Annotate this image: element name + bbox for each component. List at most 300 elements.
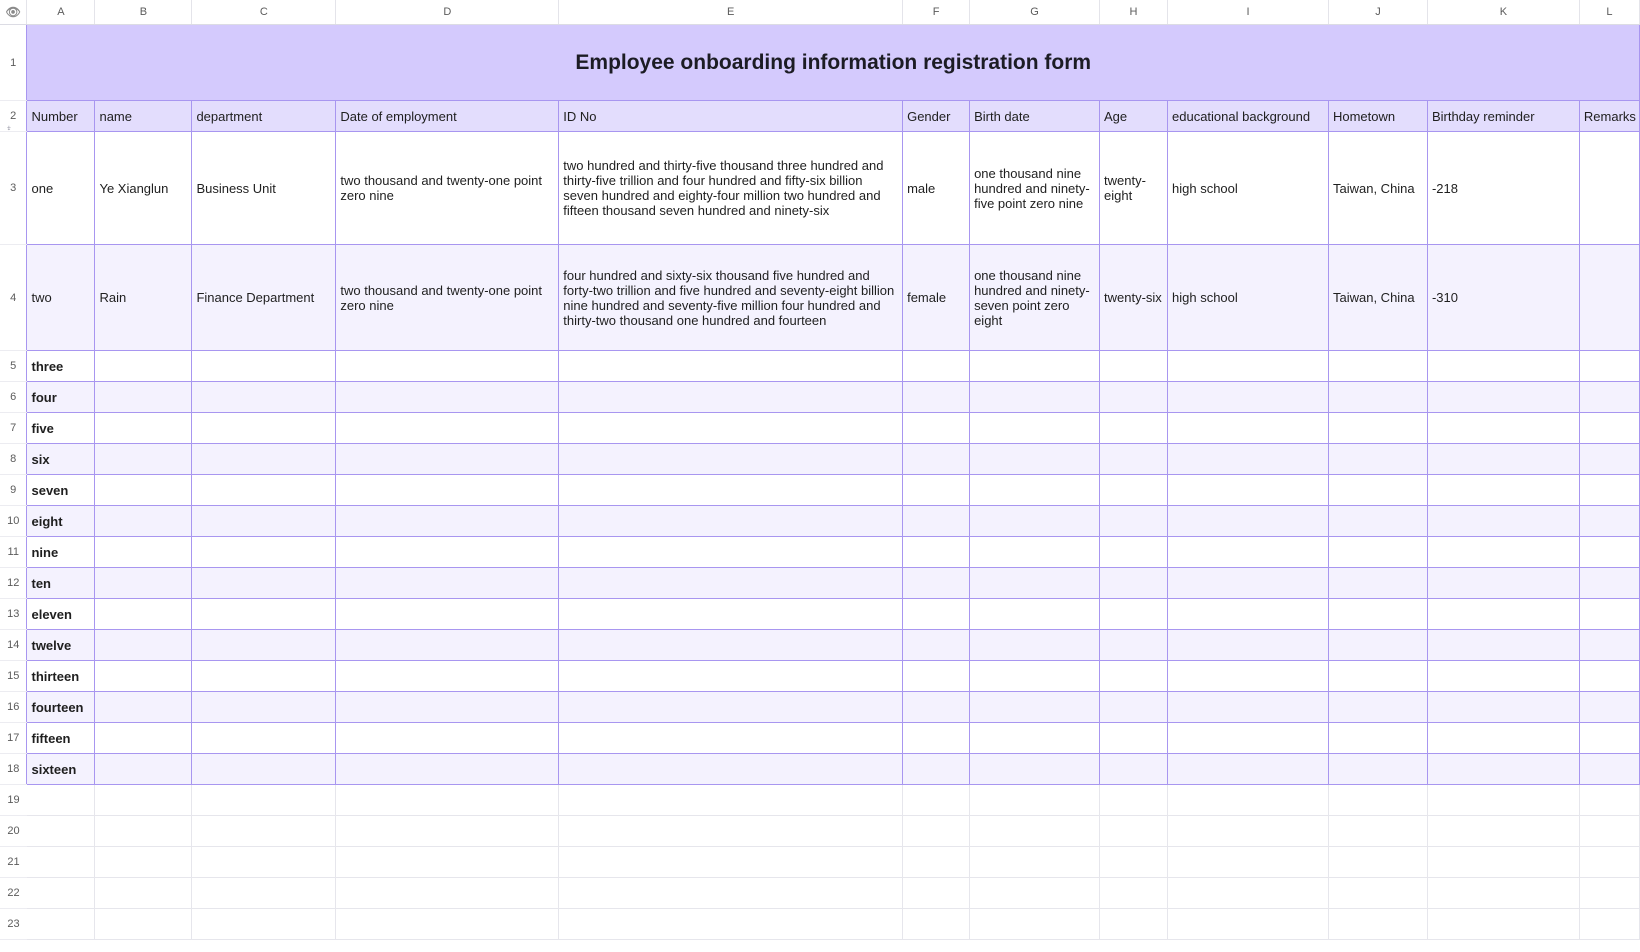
- cell-department[interactable]: [192, 506, 336, 537]
- cell-educational-background[interactable]: high school: [1168, 245, 1329, 351]
- header-name[interactable]: name: [95, 101, 192, 132]
- cell-birth-date[interactable]: one thousand nine hundred and ninety-five point zero nine: [970, 132, 1100, 245]
- cell-name[interactable]: [95, 599, 192, 630]
- cell-gender[interactable]: [903, 475, 970, 506]
- cell-date-of-employment[interactable]: [336, 382, 559, 413]
- cell-id-no[interactable]: [559, 444, 903, 475]
- empty-cell[interactable]: [336, 878, 559, 909]
- cell-birth-date[interactable]: [970, 382, 1100, 413]
- cell-remarks[interactable]: [1579, 382, 1639, 413]
- cell-birthday-reminder[interactable]: [1427, 351, 1579, 382]
- empty-cell[interactable]: [1427, 878, 1579, 909]
- cell-number[interactable]: six: [27, 444, 95, 475]
- cell-name[interactable]: [95, 568, 192, 599]
- cell-birthday-reminder[interactable]: [1427, 630, 1579, 661]
- cell-number[interactable]: eleven: [27, 599, 95, 630]
- row-header[interactable]: 13: [0, 599, 27, 630]
- header-gender[interactable]: Gender: [903, 101, 970, 132]
- empty-cell[interactable]: [192, 816, 336, 847]
- cell-birthday-reminder[interactable]: [1427, 413, 1579, 444]
- cell-hometown[interactable]: [1328, 537, 1427, 568]
- empty-cell[interactable]: [903, 785, 970, 816]
- cell-name[interactable]: [95, 351, 192, 382]
- empty-cell[interactable]: [336, 785, 559, 816]
- empty-cell[interactable]: [1168, 816, 1329, 847]
- cell-age[interactable]: [1100, 444, 1168, 475]
- header-date-of-employment[interactable]: Date of employment: [336, 101, 559, 132]
- cell-remarks[interactable]: [1579, 661, 1639, 692]
- row-header[interactable]: 10: [0, 506, 27, 537]
- cell-educational-background[interactable]: [1168, 568, 1329, 599]
- empty-cell[interactable]: [1328, 909, 1427, 940]
- column-header-k[interactable]: K: [1427, 0, 1579, 25]
- empty-cell[interactable]: [559, 909, 903, 940]
- column-header-f[interactable]: F: [903, 0, 970, 25]
- empty-cell[interactable]: [95, 878, 192, 909]
- cell-educational-background[interactable]: [1168, 351, 1329, 382]
- cell-age[interactable]: [1100, 692, 1168, 723]
- cell-age[interactable]: [1100, 723, 1168, 754]
- cell-date-of-employment[interactable]: [336, 630, 559, 661]
- row-header[interactable]: 8: [0, 444, 27, 475]
- cell-birth-date[interactable]: [970, 475, 1100, 506]
- cell-number[interactable]: five: [27, 413, 95, 444]
- cell-birth-date[interactable]: [970, 568, 1100, 599]
- cell-hometown[interactable]: [1328, 444, 1427, 475]
- empty-cell[interactable]: [1168, 878, 1329, 909]
- cell-name[interactable]: Rain: [95, 245, 192, 351]
- cell-hometown[interactable]: [1328, 506, 1427, 537]
- cell-remarks[interactable]: [1579, 537, 1639, 568]
- cell-gender[interactable]: [903, 506, 970, 537]
- header-birth-date[interactable]: Birth date: [970, 101, 1100, 132]
- form-title[interactable]: Employee onboarding information registration form: [27, 25, 1640, 101]
- cell-number[interactable]: two: [27, 245, 95, 351]
- cell-hometown[interactable]: [1328, 661, 1427, 692]
- cell-remarks[interactable]: [1579, 506, 1639, 537]
- cell-number[interactable]: fifteen: [27, 723, 95, 754]
- empty-cell[interactable]: [1168, 785, 1329, 816]
- cell-department[interactable]: [192, 568, 336, 599]
- empty-cell[interactable]: [27, 847, 95, 878]
- cell-remarks[interactable]: [1579, 444, 1639, 475]
- empty-cell[interactable]: [1579, 909, 1639, 940]
- empty-cell[interactable]: [1328, 847, 1427, 878]
- column-header-c[interactable]: C: [192, 0, 336, 25]
- header-age[interactable]: Age: [1100, 101, 1168, 132]
- cell-birthday-reminder[interactable]: [1427, 444, 1579, 475]
- empty-cell[interactable]: [1168, 847, 1329, 878]
- empty-cell[interactable]: [970, 909, 1100, 940]
- column-header-l[interactable]: L: [1579, 0, 1639, 25]
- cell-department[interactable]: [192, 351, 336, 382]
- cell-department[interactable]: Business Unit: [192, 132, 336, 245]
- empty-cell[interactable]: [1427, 816, 1579, 847]
- cell-date-of-employment[interactable]: two thousand and twenty-one point zero nine: [336, 132, 559, 245]
- cell-name[interactable]: [95, 537, 192, 568]
- cell-department[interactable]: [192, 630, 336, 661]
- empty-cell[interactable]: [1427, 785, 1579, 816]
- row-header[interactable]: 22: [0, 878, 27, 909]
- empty-cell[interactable]: [559, 847, 903, 878]
- cell-birthday-reminder[interactable]: [1427, 475, 1579, 506]
- cell-id-no[interactable]: [559, 754, 903, 785]
- cell-remarks[interactable]: [1579, 351, 1639, 382]
- empty-cell[interactable]: [1579, 785, 1639, 816]
- cell-date-of-employment[interactable]: [336, 723, 559, 754]
- cell-birth-date[interactable]: [970, 630, 1100, 661]
- cell-department[interactable]: Finance Department: [192, 245, 336, 351]
- cell-date-of-employment[interactable]: [336, 661, 559, 692]
- cell-remarks[interactable]: [1579, 599, 1639, 630]
- cell-remarks[interactable]: [1579, 568, 1639, 599]
- cell-hometown[interactable]: [1328, 723, 1427, 754]
- column-header-h[interactable]: H: [1100, 0, 1168, 25]
- cell-hometown[interactable]: [1328, 382, 1427, 413]
- cell-number[interactable]: seven: [27, 475, 95, 506]
- cell-birthday-reminder[interactable]: [1427, 661, 1579, 692]
- cell-department[interactable]: [192, 444, 336, 475]
- empty-cell[interactable]: [1100, 909, 1168, 940]
- cell-department[interactable]: [192, 599, 336, 630]
- row-header[interactable]: 12: [0, 568, 27, 599]
- empty-cell[interactable]: [559, 785, 903, 816]
- cell-educational-background[interactable]: [1168, 692, 1329, 723]
- empty-cell[interactable]: [903, 878, 970, 909]
- cell-birthday-reminder[interactable]: [1427, 537, 1579, 568]
- row-header[interactable]: 20: [0, 816, 27, 847]
- cell-age[interactable]: [1100, 599, 1168, 630]
- cell-hometown[interactable]: [1328, 475, 1427, 506]
- cell-date-of-employment[interactable]: [336, 692, 559, 723]
- cell-age[interactable]: [1100, 351, 1168, 382]
- cell-birthday-reminder[interactable]: [1427, 568, 1579, 599]
- row-header[interactable]: 11: [0, 537, 27, 568]
- cell-age[interactable]: [1100, 630, 1168, 661]
- empty-cell[interactable]: [95, 909, 192, 940]
- cell-id-no[interactable]: [559, 382, 903, 413]
- cell-birth-date[interactable]: [970, 661, 1100, 692]
- cell-gender[interactable]: [903, 692, 970, 723]
- cell-id-no[interactable]: two hundred and thirty-five thousand three hundred and thirty-five trillion and four hundred and fifty-six billion seven hundred and eighty-four million two hundred and fifteen thousand seven hundred and ninety-six: [559, 132, 903, 245]
- column-header-j[interactable]: J: [1328, 0, 1427, 25]
- cell-educational-background[interactable]: [1168, 537, 1329, 568]
- eye-icon[interactable]: 👁︎: [5, 5, 21, 19]
- empty-cell[interactable]: [903, 816, 970, 847]
- cell-department[interactable]: [192, 754, 336, 785]
- cell-remarks[interactable]: [1579, 630, 1639, 661]
- column-header-d[interactable]: D: [336, 0, 559, 25]
- cell-educational-background[interactable]: [1168, 630, 1329, 661]
- cell-date-of-employment[interactable]: [336, 351, 559, 382]
- empty-cell[interactable]: [1579, 816, 1639, 847]
- cell-gender[interactable]: [903, 723, 970, 754]
- empty-cell[interactable]: [192, 878, 336, 909]
- cell-age[interactable]: [1100, 382, 1168, 413]
- column-header-b[interactable]: B: [95, 0, 192, 25]
- row-header[interactable]: 17: [0, 723, 27, 754]
- empty-cell[interactable]: [95, 816, 192, 847]
- cell-age[interactable]: [1100, 506, 1168, 537]
- empty-cell[interactable]: [27, 816, 95, 847]
- cell-gender[interactable]: [903, 351, 970, 382]
- empty-cell[interactable]: [1579, 878, 1639, 909]
- empty-cell[interactable]: [970, 785, 1100, 816]
- row-header[interactable]: 23: [0, 909, 27, 940]
- cell-educational-background[interactable]: [1168, 661, 1329, 692]
- cell-birth-date[interactable]: one thousand nine hundred and ninety-seven point zero eight: [970, 245, 1100, 351]
- select-all-corner[interactable]: [0, 0, 27, 25]
- cell-birthday-reminder[interactable]: [1427, 599, 1579, 630]
- cell-age[interactable]: twenty-six: [1100, 245, 1168, 351]
- cell-educational-background[interactable]: [1168, 444, 1329, 475]
- header-birthday-reminder[interactable]: Birthday reminder: [1427, 101, 1579, 132]
- cell-number[interactable]: four: [27, 382, 95, 413]
- cell-educational-background[interactable]: [1168, 599, 1329, 630]
- cell-name[interactable]: [95, 506, 192, 537]
- cell-id-no[interactable]: [559, 506, 903, 537]
- freeze-split-icon[interactable]: ⍖: [6, 123, 12, 132]
- cell-date-of-employment[interactable]: [336, 444, 559, 475]
- header-educational-background[interactable]: educational background: [1168, 101, 1329, 132]
- cell-birth-date[interactable]: [970, 754, 1100, 785]
- empty-cell[interactable]: [1100, 878, 1168, 909]
- cell-name[interactable]: [95, 444, 192, 475]
- cell-birth-date[interactable]: [970, 599, 1100, 630]
- cell-age[interactable]: [1100, 413, 1168, 444]
- cell-department[interactable]: [192, 382, 336, 413]
- cell-date-of-employment[interactable]: [336, 413, 559, 444]
- column-header-i[interactable]: I: [1168, 0, 1329, 25]
- cell-remarks[interactable]: [1579, 245, 1639, 351]
- cell-number[interactable]: twelve: [27, 630, 95, 661]
- cell-number[interactable]: one: [27, 132, 95, 245]
- empty-cell[interactable]: [192, 909, 336, 940]
- header-remarks[interactable]: Remarks: [1579, 101, 1639, 132]
- cell-birthday-reminder[interactable]: [1427, 382, 1579, 413]
- row-header[interactable]: 1: [0, 25, 27, 101]
- column-header-e[interactable]: E: [559, 0, 903, 25]
- empty-cell[interactable]: [1328, 816, 1427, 847]
- cell-name[interactable]: [95, 630, 192, 661]
- cell-remarks[interactable]: [1579, 754, 1639, 785]
- cell-age[interactable]: [1100, 661, 1168, 692]
- empty-cell[interactable]: [559, 816, 903, 847]
- cell-department[interactable]: [192, 692, 336, 723]
- cell-gender[interactable]: [903, 537, 970, 568]
- row-header[interactable]: 16: [0, 692, 27, 723]
- row-header[interactable]: 18: [0, 754, 27, 785]
- row-header[interactable]: 4: [0, 245, 27, 351]
- cell-birth-date[interactable]: [970, 692, 1100, 723]
- cell-date-of-employment[interactable]: [336, 568, 559, 599]
- cell-birth-date[interactable]: [970, 413, 1100, 444]
- cell-gender[interactable]: [903, 754, 970, 785]
- cell-hometown[interactable]: [1328, 351, 1427, 382]
- cell-hometown[interactable]: [1328, 568, 1427, 599]
- cell-number[interactable]: ten: [27, 568, 95, 599]
- cell-gender[interactable]: [903, 599, 970, 630]
- cell-birthday-reminder[interactable]: -218: [1427, 132, 1579, 245]
- cell-hometown[interactable]: Taiwan, China: [1328, 132, 1427, 245]
- cell-educational-background[interactable]: [1168, 754, 1329, 785]
- cell-gender[interactable]: [903, 630, 970, 661]
- cell-birthday-reminder[interactable]: [1427, 506, 1579, 537]
- cell-id-no[interactable]: [559, 692, 903, 723]
- cell-age[interactable]: [1100, 754, 1168, 785]
- cell-hometown[interactable]: [1328, 630, 1427, 661]
- cell-date-of-employment[interactable]: two thousand and twenty-one point zero nine: [336, 245, 559, 351]
- cell-number[interactable]: three: [27, 351, 95, 382]
- cell-id-no[interactable]: [559, 723, 903, 754]
- cell-name[interactable]: Ye Xianglun: [95, 132, 192, 245]
- cell-id-no[interactable]: [559, 661, 903, 692]
- cell-hometown[interactable]: [1328, 692, 1427, 723]
- empty-cell[interactable]: [27, 785, 95, 816]
- cell-birth-date[interactable]: [970, 723, 1100, 754]
- empty-cell[interactable]: [903, 847, 970, 878]
- cell-gender[interactable]: [903, 661, 970, 692]
- cell-age[interactable]: twenty-eight: [1100, 132, 1168, 245]
- cell-name[interactable]: [95, 475, 192, 506]
- empty-cell[interactable]: [95, 785, 192, 816]
- cell-educational-background[interactable]: [1168, 723, 1329, 754]
- cell-id-no[interactable]: [559, 568, 903, 599]
- cell-gender[interactable]: [903, 568, 970, 599]
- empty-cell[interactable]: [559, 878, 903, 909]
- cell-gender[interactable]: [903, 413, 970, 444]
- row-header[interactable]: 15: [0, 661, 27, 692]
- cell-educational-background[interactable]: [1168, 506, 1329, 537]
- cell-birth-date[interactable]: [970, 506, 1100, 537]
- header-hometown[interactable]: Hometown: [1328, 101, 1427, 132]
- cell-number[interactable]: thirteen: [27, 661, 95, 692]
- cell-id-no[interactable]: [559, 537, 903, 568]
- cell-id-no[interactable]: [559, 413, 903, 444]
- empty-cell[interactable]: [1100, 816, 1168, 847]
- empty-cell[interactable]: [970, 878, 1100, 909]
- empty-cell[interactable]: [1427, 847, 1579, 878]
- cell-name[interactable]: [95, 382, 192, 413]
- cell-id-no[interactable]: [559, 351, 903, 382]
- cell-department[interactable]: [192, 413, 336, 444]
- header-number[interactable]: Number: [27, 101, 95, 132]
- empty-cell[interactable]: [903, 909, 970, 940]
- empty-cell[interactable]: [1579, 847, 1639, 878]
- cell-educational-background[interactable]: high school: [1168, 132, 1329, 245]
- empty-cell[interactable]: [336, 909, 559, 940]
- cell-name[interactable]: [95, 723, 192, 754]
- cell-name[interactable]: [95, 692, 192, 723]
- cell-number[interactable]: sixteen: [27, 754, 95, 785]
- header-id-no[interactable]: ID No: [559, 101, 903, 132]
- cell-birth-date[interactable]: [970, 351, 1100, 382]
- cell-date-of-employment[interactable]: [336, 506, 559, 537]
- cell-hometown[interactable]: [1328, 754, 1427, 785]
- cell-number[interactable]: eight: [27, 506, 95, 537]
- row-header[interactable]: 21: [0, 847, 27, 878]
- cell-date-of-employment[interactable]: [336, 754, 559, 785]
- cell-id-no[interactable]: [559, 599, 903, 630]
- cell-name[interactable]: [95, 754, 192, 785]
- cell-department[interactable]: [192, 661, 336, 692]
- cell-birth-date[interactable]: [970, 444, 1100, 475]
- empty-cell[interactable]: [1100, 847, 1168, 878]
- cell-age[interactable]: [1100, 537, 1168, 568]
- cell-educational-background[interactable]: [1168, 382, 1329, 413]
- cell-birth-date[interactable]: [970, 537, 1100, 568]
- empty-cell[interactable]: [970, 816, 1100, 847]
- empty-cell[interactable]: [27, 878, 95, 909]
- empty-cell[interactable]: [1168, 909, 1329, 940]
- header-department[interactable]: department: [192, 101, 336, 132]
- cell-educational-background[interactable]: [1168, 475, 1329, 506]
- empty-cell[interactable]: [1328, 878, 1427, 909]
- cell-gender[interactable]: female: [903, 245, 970, 351]
- cell-department[interactable]: [192, 537, 336, 568]
- row-header[interactable]: 6: [0, 382, 27, 413]
- cell-name[interactable]: [95, 413, 192, 444]
- cell-remarks[interactable]: [1579, 413, 1639, 444]
- cell-birthday-reminder[interactable]: [1427, 692, 1579, 723]
- cell-remarks[interactable]: [1579, 723, 1639, 754]
- empty-cell[interactable]: [970, 847, 1100, 878]
- cell-birthday-reminder[interactable]: [1427, 723, 1579, 754]
- empty-cell[interactable]: [1427, 909, 1579, 940]
- cell-age[interactable]: [1100, 475, 1168, 506]
- column-header-a[interactable]: A: [27, 0, 95, 25]
- cell-number[interactable]: fourteen: [27, 692, 95, 723]
- cell-birthday-reminder[interactable]: [1427, 754, 1579, 785]
- cell-remarks[interactable]: [1579, 692, 1639, 723]
- cell-id-no[interactable]: four hundred and sixty-six thousand five hundred and forty-two trillion and five hundred and seventy-eight billion nine hundred and seventy-five million four hundred and thirty-two thousand one hundred and fourteen: [559, 245, 903, 351]
- cell-hometown[interactable]: Taiwan, China: [1328, 245, 1427, 351]
- cell-date-of-employment[interactable]: [336, 475, 559, 506]
- cell-gender[interactable]: [903, 382, 970, 413]
- cell-id-no[interactable]: [559, 630, 903, 661]
- cell-educational-background[interactable]: [1168, 413, 1329, 444]
- cell-hometown[interactable]: [1328, 413, 1427, 444]
- cell-date-of-employment[interactable]: [336, 537, 559, 568]
- cell-gender[interactable]: male: [903, 132, 970, 245]
- cell-remarks[interactable]: [1579, 132, 1639, 245]
- empty-cell[interactable]: [336, 847, 559, 878]
- cell-number[interactable]: nine: [27, 537, 95, 568]
- row-header[interactable]: 19: [0, 785, 27, 816]
- cell-id-no[interactable]: [559, 475, 903, 506]
- cell-birthday-reminder[interactable]: -310: [1427, 245, 1579, 351]
- empty-cell[interactable]: [192, 847, 336, 878]
- empty-cell[interactable]: [336, 816, 559, 847]
- cell-date-of-employment[interactable]: [336, 599, 559, 630]
- row-header[interactable]: 3: [0, 132, 27, 245]
- cell-remarks[interactable]: [1579, 475, 1639, 506]
- row-header[interactable]: 9: [0, 475, 27, 506]
- cell-department[interactable]: [192, 475, 336, 506]
- empty-cell[interactable]: [1100, 785, 1168, 816]
- empty-cell[interactable]: [95, 847, 192, 878]
- cell-department[interactable]: [192, 723, 336, 754]
- row-header[interactable]: 5: [0, 351, 27, 382]
- empty-cell[interactable]: [1328, 785, 1427, 816]
- cell-age[interactable]: [1100, 568, 1168, 599]
- row-header[interactable]: 7: [0, 413, 27, 444]
- cell-hometown[interactable]: [1328, 599, 1427, 630]
- cell-gender[interactable]: [903, 444, 970, 475]
- cell-name[interactable]: [95, 661, 192, 692]
- column-header-g[interactable]: G: [970, 0, 1100, 25]
- empty-cell[interactable]: [192, 785, 336, 816]
